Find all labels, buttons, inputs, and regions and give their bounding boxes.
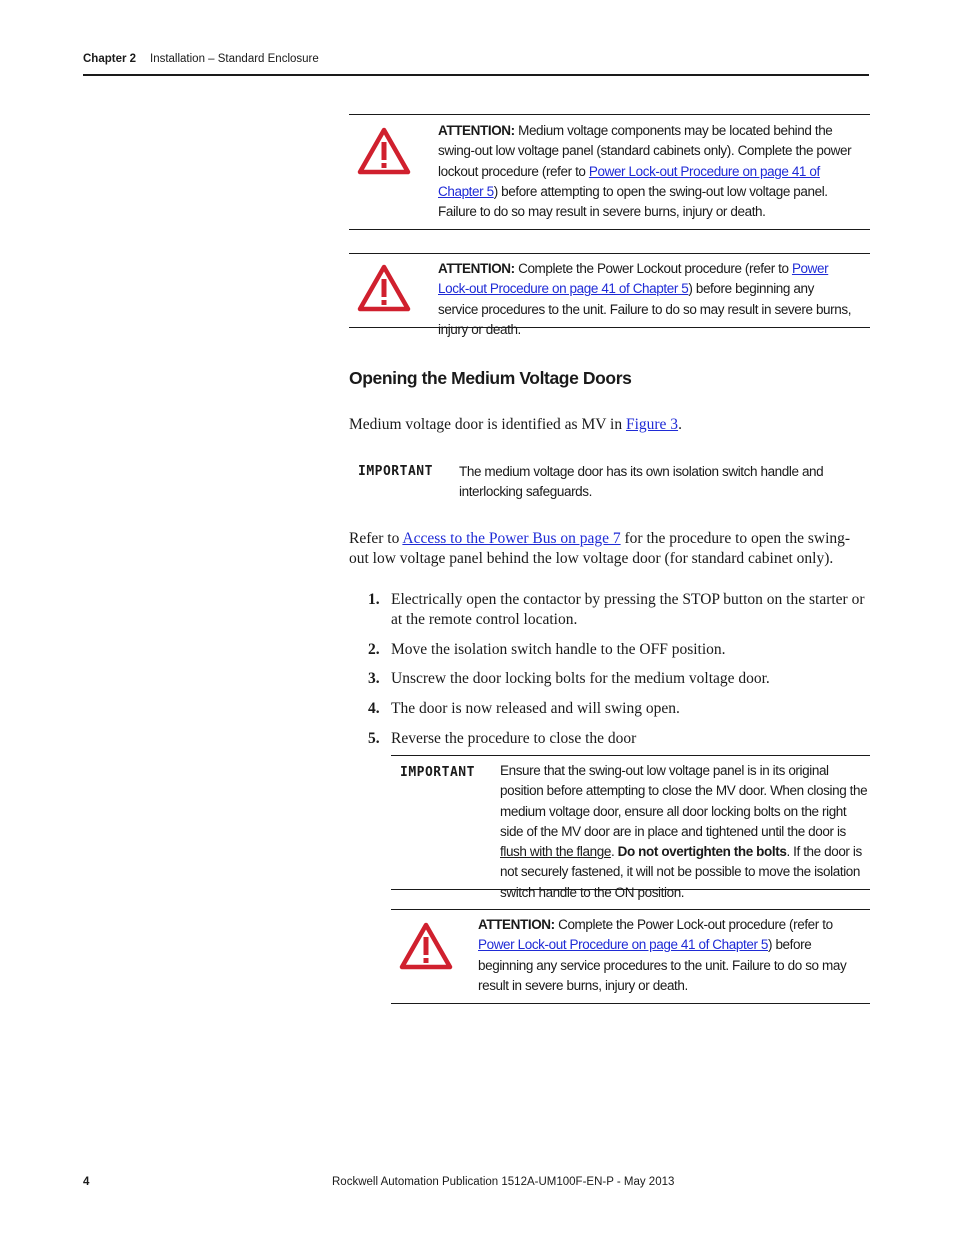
important-label: IMPORTANT: [358, 464, 433, 479]
attention-text-2: ATTENTION: Complete the Power Lockout procedure (refer to Power Lock-out Procedure on page 41 of Chapter 5) before beginning any service procedures to the unit. Failure to do so may result in severe burns, injury or death.: [438, 261, 852, 337]
attention-text-1: ATTENTION: Medium voltage components may be located behind the swing-out low voltage panel (standard cabinets only). Complete the power lockout procedure (refer to Power Lock-out Procedure on page 41 of Chapter 5) before attempting to open the swing-out low voltage panel. Failure to do so may result in severe burns, injury or death.: [438, 123, 852, 220]
power-bus-link[interactable]: Access to the Power Bus on page 7: [402, 530, 621, 547]
flush-with-flange-text: flush with the flange: [500, 844, 611, 860]
attention-text-3: ATTENTION: Complete the Power Lock-out procedure (refer to Power Lock-out Procedure on page 41 of Chapter 5) before beginning any service procedures to the unit. Failure to do so may result in severe burns, injury or death.: [478, 917, 847, 993]
step-text: The door is now released and will swing open.: [391, 700, 680, 717]
warning-triangle-icon: [357, 127, 411, 175]
attention-notice-3: [391, 909, 870, 1004]
step-text: Reverse the procedure to close the door: [391, 730, 637, 747]
chapter-title: Installation – Standard Enclosure: [150, 53, 319, 65]
figure-3-link[interactable]: Figure 3: [625, 416, 679, 433]
warning-triangle-icon: [399, 922, 453, 970]
power-lockout-link-3[interactable]: Power Lock-out Procedure on page 41 of Chapter 5: [478, 937, 768, 953]
page-header: [83, 52, 869, 76]
important-label: IMPORTANT: [400, 765, 475, 780]
step-number: 3.: [368, 670, 380, 687]
chapter-label: Chapter 2: [83, 53, 137, 65]
attention-label: ATTENTION:: [478, 917, 555, 932]
attention-label: ATTENTION:: [438, 123, 515, 138]
important-notice-2: [391, 755, 870, 900]
attention-label: ATTENTION:: [438, 261, 515, 276]
publication-footer: Rockwell Automation Publication 1512A-UM100F-EN-P - May 2013: [332, 1176, 675, 1188]
step-text: Unscrew the door locking bolts for the medium voltage door.: [391, 670, 770, 687]
warning-triangle-icon: [357, 264, 411, 312]
power-lockout-link-2[interactable]: Power Lock-out Procedure on page 41 of Chapter 5: [438, 261, 829, 297]
step-text: Move the isolation switch handle to the OFF position.: [391, 641, 726, 658]
do-not-overtighten-text: Do not overtighten the bolts: [617, 844, 787, 860]
step-number: 2.: [368, 641, 380, 658]
step-number: 5.: [368, 730, 380, 747]
step-text: Electrically open the contactor by pressing the STOP button on the starter or at the remote control location.: [391, 591, 865, 629]
attention-notice-1: [349, 114, 870, 230]
page-number: 4: [83, 1176, 90, 1188]
step-number: 1.: [368, 591, 380, 608]
attention-notice-2: [349, 253, 870, 337]
important-text-2: Ensure that the swing-out low voltage panel is in its original position before attempting to close the MV door. When closing the medium voltage door, ensure all door locking bolts on the right side of the MV door are in place and tightened until the door is flush with the flange. Do not overtighten the bolts. If the door is not securely fastened, it will not be possible to move the isolation switch handle to the ON position.: [500, 763, 868, 900]
refer-paragraph: Refer to Access to the Power Bus on page 7 for the procedure to open the swing-out low voltage panel behind the low voltage door (for standard cabinet only).: [349, 530, 851, 568]
step-number: 4.: [368, 700, 380, 717]
important-text-1: The medium voltage door has its own isolation switch handle and interlocking safeguards.: [459, 464, 824, 500]
power-lockout-link-1[interactable]: Power Lock-out Procedure on page 41 of Chapter 5: [438, 163, 820, 199]
section-heading: Opening the Medium Voltage Doors: [349, 368, 632, 388]
intro-paragraph: Medium voltage door is identified as MV in Figure 3.: [349, 416, 682, 433]
